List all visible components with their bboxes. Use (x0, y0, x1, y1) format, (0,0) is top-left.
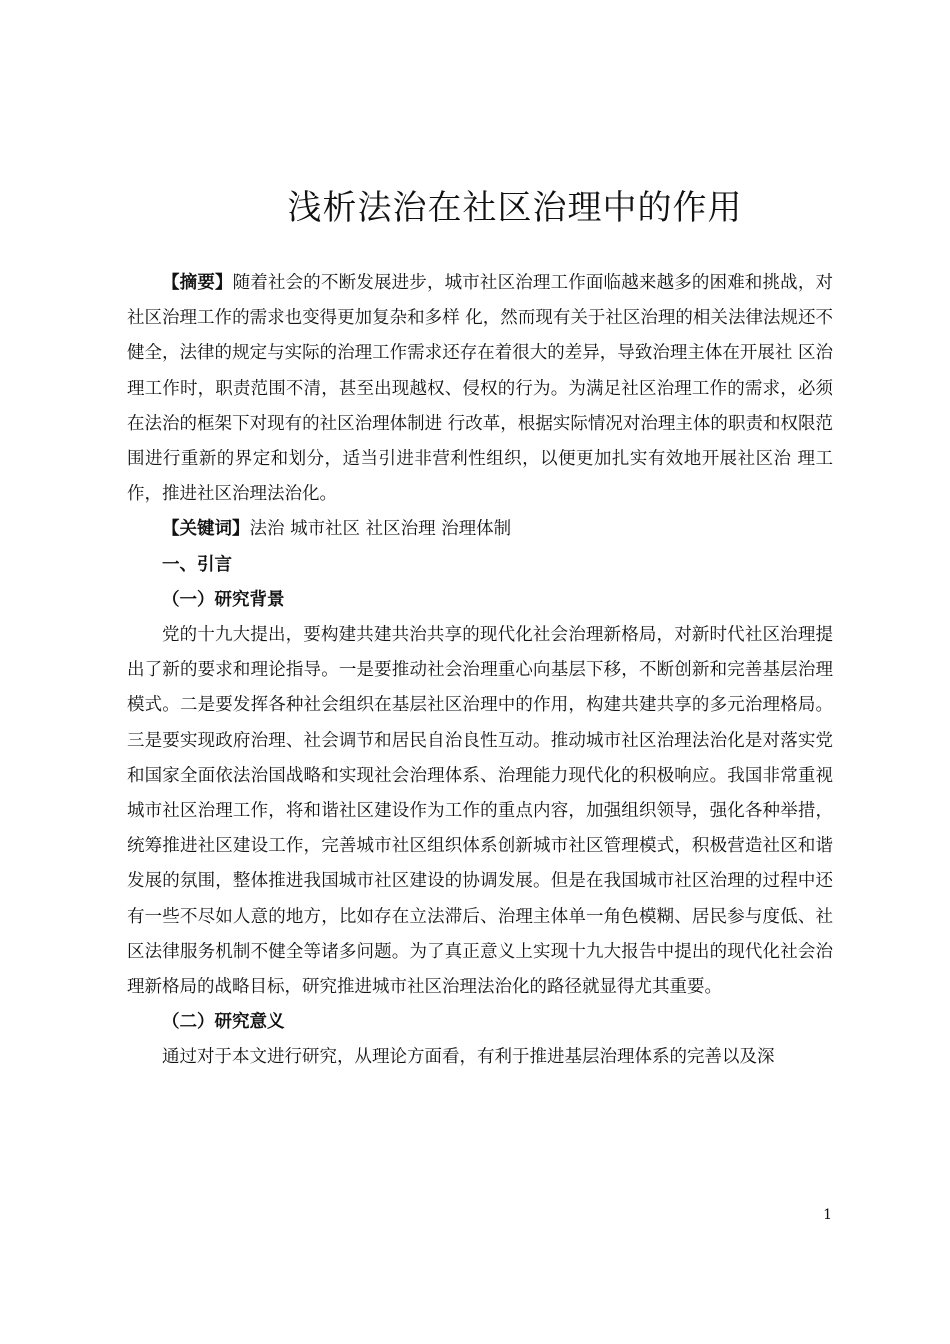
page-number: 1 (823, 1207, 832, 1223)
keywords-paragraph (127, 512, 833, 547)
subsection-heading-significance: （二）研究意义 (162, 1012, 285, 1033)
keywords-text: 法治 城市社区 社区治理 治理体制 (249, 519, 512, 540)
abstract-paragraph (127, 266, 833, 512)
abstract-text: 随着社会的不断发展进步，城市社区治理工作面临越来越多的困难和挑战，对社区治理工作的需求也变得更加复杂和多样 化，然而现有关于社区治理的相关法律法规还不健全，法律的规定与实际的治理工作需求还存在着很大的差异，导致治理主体在开展社 区治理工作时，职责范围不清，甚至出现越权、侵权的行为。为满足社区治理工作的需求，必须在法治的框架下对现有的社区治理体制进 行改革，根据实际情况对治理主体的职责和权限范围进行重新的界定和划分，适当引进非营利性组织，以便更加扎实有效地开展社区治 理工作，推进社区治理法治化。 (127, 273, 834, 505)
section-heading-introduction: 一、引言 (162, 554, 232, 575)
abstract-label: 【摘要】 (162, 273, 233, 293)
significance-paragraph: 通过对于本文进行研究，从理论方面看，有利于推进基层治理体系的完善以及深 (162, 1047, 775, 1068)
document-body (127, 266, 833, 1076)
keywords-label: 【关键词】 (162, 519, 250, 540)
background-paragraph: 党的十九大提出，要构建共建共治共享的现代化社会治理新格局，对新时代社区治理提出了新的要求和理论指导。一是要推动社会治理重心向基层下移，不断创新和完善基层治理模式。二是要发挥各种社会组织在基层社区治理中的作用，构建共建共享的多元治理格局。三是要实现政府治理、社会调节和居民自治良性互动。推动城市社区治理法治化是对落实党和国家全面依法治国战略和实现社会治理体系、治理能力现代化的积极响应。我国非常重视城市社区治理工作，将和谐社区建设作为工作的重点内容，加强组织领导，强化各种举措，统筹推进社区建设工作，完善城市社区组织体系创新城市社区管理模式，积极营造社区和谐发展的氛围，整体推进我国城市社区建设的协调发展。但是在我国城市社区治理的过程中还有一些不尽如人意的地方，比如存在立法滞后、治理主体单一角色模糊、居民参与度低、社区法律服务机制不健全等诸多问题。为了真正意义上实现十九大报告中提出的现代化社会治理新格局的战略目标，研究推进城市社区治理法治化的路径就显得尤其重要。 (127, 625, 833, 998)
document-title: 浅析法治在社区治理中的作用 (287, 188, 743, 228)
subsection-heading-background: （一）研究背景 (162, 589, 285, 610)
